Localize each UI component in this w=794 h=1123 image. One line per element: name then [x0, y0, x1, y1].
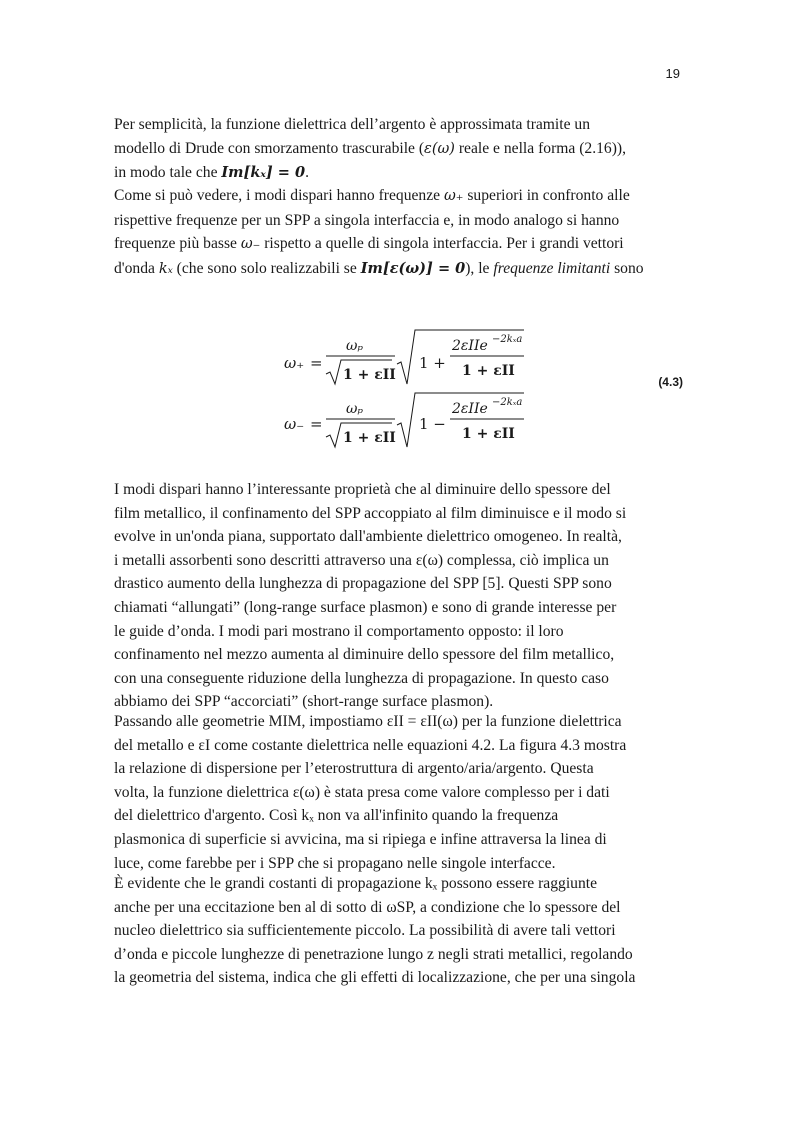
text-line	[114, 184, 681, 209]
text-line	[114, 161, 681, 185]
inner-numerator: 2εIIe	[452, 338, 488, 354]
inner-denominator: 1 + εII	[462, 426, 515, 442]
inner-numerator: 2εIIe	[452, 401, 488, 417]
denominator: 1 + εII	[343, 367, 396, 383]
text-span: Come si può vedere, i modi dispari hanno frequenze	[114, 187, 444, 204]
equation-4-3	[280, 326, 700, 456]
text-line: i metalli assorbenti sono descritti attraverso una ε(ω) complessa, ciò implica un	[114, 551, 609, 569]
text-line: evolve in un'onda piana, supportato dall'ambiente dielettrico omogeneo. In realtà,	[114, 528, 622, 546]
text-line: plasmonica di superficie si avvicina, ma si ripiega e infine attraversa la linea di	[114, 830, 607, 848]
text-line: la geometria del sistema, indica che gli effetti di localizzazione, che per una singola	[114, 969, 636, 987]
equation-number: (4.3)	[658, 375, 683, 389]
inner-exponent: −2kₓa	[492, 334, 523, 345]
text-line: con una conseguente riduzione della lunghezza di propagazione. In questo caso	[114, 669, 609, 687]
text-span: ), le	[465, 259, 494, 277]
math-im-kx: Im[kₓ] = 0	[221, 164, 306, 182]
text-line: abbiamo dei SPP “accorciati” (short-range surface plasmon).	[114, 693, 494, 711]
text-span: in modo tale che	[114, 164, 222, 182]
text-line: nucleo dielettrico sia sufficientemente piccolo. La possibilità di avere tali vettori	[114, 922, 616, 940]
omega-minus-symbol: ω₋	[284, 415, 305, 433]
text-line: volta, la funzione dielettrica ε(ω) è stata presa come valore complesso per i dati	[114, 783, 610, 801]
text-line: drastico aumento della lunghezza di propagazione del SPP [5]. Questi SPP sono	[114, 575, 612, 593]
text-line: Passando alle geometrie MIM, impostiamo εII = εII(ω) per la funzione dielettrica	[114, 713, 622, 730]
math-omega-plus: ω₊	[443, 188, 464, 204]
text-line: confinamento nel mezzo aumenta al diminuire dello spessore del film metallico,	[114, 646, 615, 664]
omega-p-numerator: ωₚ	[346, 401, 364, 417]
equals-sign: =	[310, 354, 323, 372]
text-span: (che sono solo realizzabili se	[172, 259, 361, 277]
one-minus: 1 −	[419, 415, 446, 433]
text-span: modello di Drude con smorzamento trascurabile (	[114, 139, 425, 157]
equals-sign: =	[310, 415, 323, 433]
text-span: sono	[610, 259, 644, 277]
text-line: film metallico, il confinamento del SPP accoppiato al film diminuisce e il modo si	[114, 504, 627, 522]
text-span: .	[305, 164, 309, 182]
one-plus: 1 +	[419, 354, 446, 372]
inner-exponent: −2kₓa	[492, 397, 523, 408]
text-line	[114, 232, 681, 257]
text-span: superiori in confronto alle	[463, 187, 630, 204]
italic-term: frequenze limitanti	[493, 259, 611, 277]
text-line: luce, come farebbe per i SPP che si propagano nelle singole interfacce.	[114, 854, 556, 872]
text-line: del dielettrico d'argento. Così kₓ non va all'infinito quando la frequenza	[114, 807, 559, 825]
text-line: rispettive frequenze per un SPP a singola interfaccia e, in modo analogo si hanno	[114, 211, 620, 229]
math-omega-minus: ω₋	[240, 236, 261, 253]
math-epsilon: ε(ω)	[424, 140, 455, 157]
text-span: frequenze più basse	[114, 235, 241, 253]
math-im-epsilon: Im[ε(ω)] = 0	[360, 259, 466, 277]
paragraph-odd-modes	[114, 184, 681, 281]
text-line: chiamati “allungati” (long-range surface plasmon) e sono di grande interesse per	[114, 598, 617, 616]
text-line: d’onda e piccole lunghezze di penetrazione lungo z negli strati metallici, regolando	[114, 945, 633, 963]
text-line: del metallo e εI come costante dielettrica nelle equazioni 4.2. La figura 4.3 mostra	[114, 736, 627, 754]
text-line: Per semplicità, la funzione dielettrica dell’argento è approssimata tramite un	[114, 116, 591, 133]
text-line: le guide d’onda. I modi pari mostrano il comportamento opposto: il loro	[114, 622, 564, 640]
paragraph-drude-model	[114, 113, 681, 185]
text-span: rispetto a quelle di singola interfaccia. Per i grandi vettori	[260, 235, 624, 253]
omega-plus-symbol: ω₊	[284, 354, 305, 372]
text-line: anche per una eccitazione ben al di sotto di ωSP, a condizione che lo spessore del	[114, 898, 621, 916]
text-line	[114, 137, 681, 162]
paragraph-propagation-constants	[114, 872, 681, 990]
paragraph-mim-geometry	[114, 710, 681, 875]
text-line	[114, 257, 681, 282]
inner-denominator: 1 + εII	[462, 363, 515, 379]
equation-formula	[280, 326, 700, 456]
text-span: reale e nella forma (2.16)),	[454, 139, 626, 157]
page-number: 19	[665, 66, 680, 81]
text-line: È evidente che le grandi costanti di propagazione kₓ possono essere raggiunte	[114, 875, 598, 892]
text-line: I modi dispari hanno l’interessante proprietà che al diminuire dello spessore del	[114, 481, 611, 498]
paragraph-thin-film-modes	[114, 478, 681, 714]
text-line: la relazione di dispersione per l’eterostruttura di argento/aria/argento. Questa	[114, 760, 594, 778]
math-kx: kₓ	[158, 260, 173, 277]
denominator: 1 + εII	[343, 430, 396, 446]
text-span: d'onda	[114, 259, 159, 277]
omega-p-numerator: ωₚ	[346, 338, 364, 354]
